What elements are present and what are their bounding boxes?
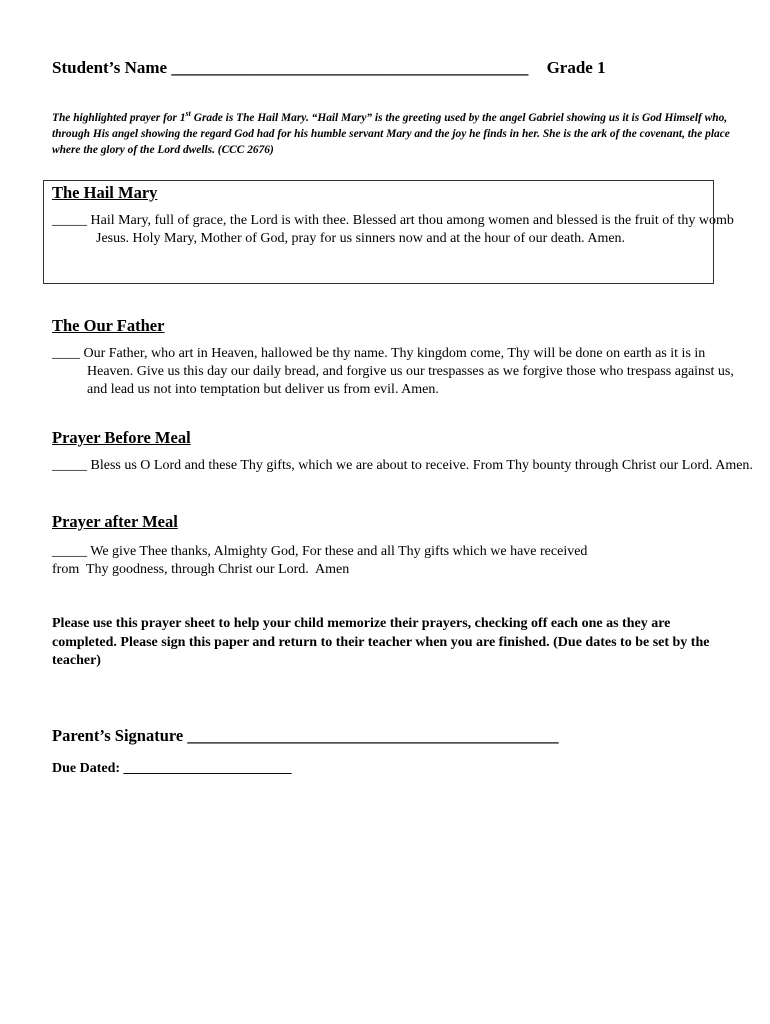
hail-mary-text: _____ Hail Mary, full of grace, the Lord is with thee. Blessed art thou among women and blessed is the fruit of thy womb Jesus. Holy Mary, Mother of God, pray for us sinners now and at the hour of our death. Amen.	[52, 213, 734, 246]
instructions-paragraph: Please use this prayer sheet to help your child memorize their prayers, checking off each one as they are completed. Please sign this paper and return to their teacher when you are finished. (Due dates to be set by the teacher)	[52, 616, 710, 668]
prayer-before-meal-checkbox-blank[interactable]: _____	[52, 458, 87, 473]
student-name-field[interactable]: __________________________________________	[171, 58, 529, 77]
our-father-checkbox-blank[interactable]: ____	[52, 346, 80, 361]
prayer-after-meal-text	[52, 543, 732, 579]
hail-mary-title: The Hail Mary	[52, 183, 158, 202]
parent-signature-label: Parent’s Signature	[52, 726, 184, 745]
prayer-after-meal-line2: from Thy goodness, through Christ our Lord. Amen	[52, 562, 350, 577]
due-date-label: Due Dated:	[52, 761, 121, 776]
prayer-before-meal-text: _____ Bless us O Lord and these Thy gifts, which we are about to receive. From Thy bounty through Christ our Lord. Amen.	[52, 458, 753, 473]
parent-signature-field[interactable]: _____________________________________________	[187, 726, 559, 745]
hail-mary-checkbox-blank[interactable]: _____	[52, 213, 87, 228]
prayer-before-meal-title: Prayer Before Meal	[52, 428, 191, 447]
parent-signature-line	[52, 726, 559, 746]
prayer-after-meal-title: Prayer after Meal	[52, 512, 178, 531]
our-father-text: ____ Our Father, who art in Heaven, hallowed be thy name. Thy kingdom come, Thy will be done on earth as it is in Heaven. Give us this day our daily bread, and forgive us our trespasses as we forgive those who trespass against us, and lead us not into temptation but deliver us from evil. Amen.	[52, 346, 734, 397]
due-date-field[interactable]: ________________________	[123, 761, 292, 776]
student-name-line	[52, 58, 606, 78]
student-name-label: Student’s Name	[52, 58, 168, 77]
due-date-line	[52, 761, 292, 777]
our-father-title: The Our Father	[52, 316, 165, 335]
intro-paragraph: The highlighted prayer for 1st Grade is The Hail Mary. “Hail Mary” is the greeting used by the angel Gabriel showing us it is God Himself who, through His angel showing the regard God had for his humble servant Mary and the joy he finds in her. She is the ark of the covenant, the place where the glory of the Lord dwells. (CCC 2676)	[52, 109, 730, 156]
prayer-after-meal-line1: _____ We give Thee thanks, Almighty God, For these and all Thy gifts which we have received	[52, 544, 588, 559]
grade-label: Grade 1	[546, 58, 606, 77]
prayer-after-meal-checkbox-blank[interactable]: _____	[52, 544, 87, 559]
